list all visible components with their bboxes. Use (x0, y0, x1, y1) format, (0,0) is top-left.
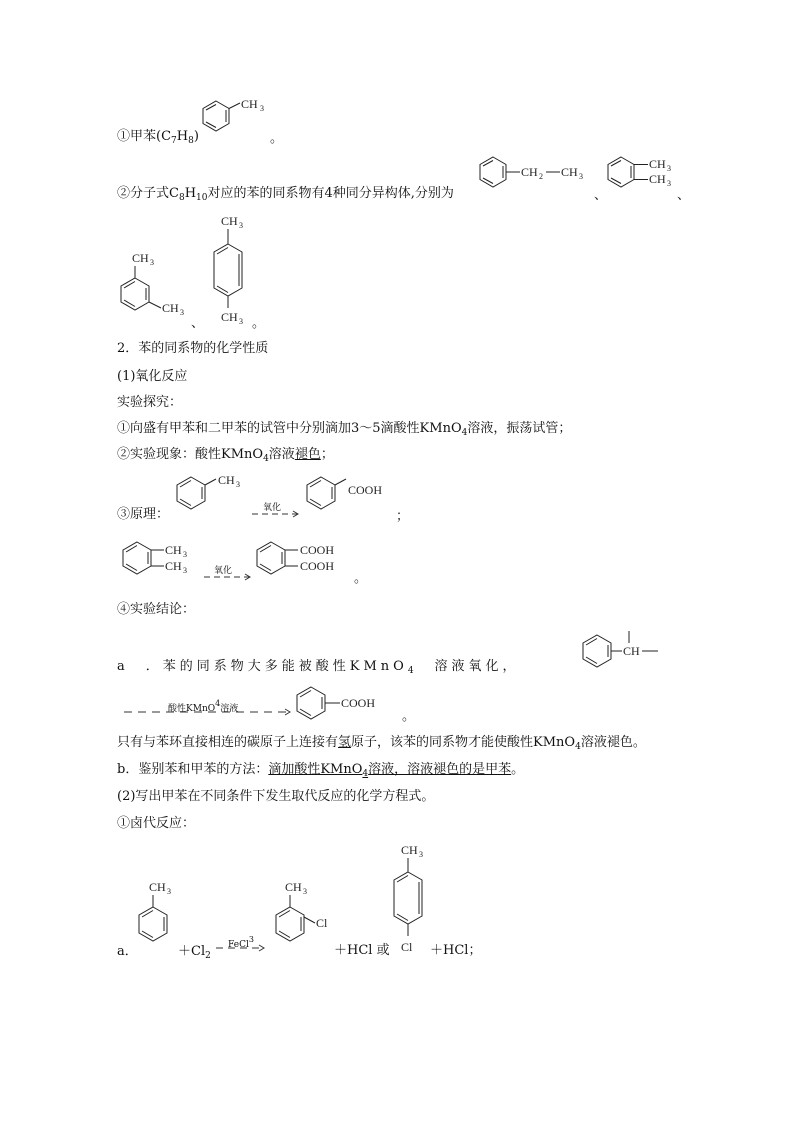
svg-text:3: 3 (150, 258, 154, 267)
svg-text:CH: CH (165, 559, 182, 573)
svg-text:3: 3 (236, 480, 240, 489)
oxidation-label: 氧化 (263, 503, 282, 513)
experiment-label: 实验探究： (117, 395, 183, 410)
toluene-structure-1 (196, 98, 276, 148)
separator: 、 (191, 316, 205, 331)
svg-text:2: 2 (539, 172, 543, 181)
o-xylene-structure-2 (118, 537, 208, 582)
conclusion-b: b．鉴别苯和甲苯的方法：滴加酸性KMnO$_4$溶液，溶液褪色的是甲苯。 (117, 762, 525, 779)
toluene-structure-2 (172, 472, 262, 517)
svg-text:CH: CH (521, 165, 538, 179)
svg-text:CH: CH (401, 843, 418, 857)
svg-text:Cl: Cl (401, 940, 413, 954)
svg-text:3: 3 (260, 104, 264, 113)
subheading-oxidation: (1)氧化反应 (117, 369, 188, 384)
svg-text:3: 3 (667, 164, 671, 173)
svg-text:3: 3 (183, 550, 187, 559)
svg-text:CH: CH (221, 214, 238, 228)
p-xylene-structure (204, 210, 284, 330)
svg-text:3: 3 (183, 566, 187, 575)
svg-text:3: 3 (419, 850, 423, 859)
o-xylene-structure (604, 152, 684, 197)
svg-text:CH: CH (165, 543, 182, 557)
svg-text:3: 3 (667, 179, 671, 188)
oxidation-label: 氧化 (214, 566, 233, 576)
svg-text:CH: CH (285, 880, 302, 894)
ethylbenzene-structure (476, 152, 596, 197)
subheading-substitution: (2)写出甲苯在不同条件下发生取代反应的化学方程式。 (117, 789, 435, 804)
svg-text:3: 3 (303, 887, 307, 896)
separator: 、 (594, 188, 608, 203)
svg-text:CH: CH (649, 172, 666, 186)
svg-text:CH: CH (649, 157, 666, 171)
plus-hcl: ＋HCl； (430, 943, 482, 958)
item-isomers: ②分子式$C_8H_{10}$对应的苯的同系物有4种同分异构体,分别为 (117, 186, 454, 203)
reagent-label: 酸性KMnO4溶液 (168, 699, 239, 714)
item-toluene: ①甲苯$(C_7H_8)$ (117, 129, 199, 146)
svg-text:CH: CH (623, 644, 640, 658)
separator: 、 (677, 188, 691, 203)
svg-text:3: 3 (239, 221, 243, 230)
section-heading: 2．苯的同系物的化学性质 (117, 341, 269, 356)
svg-text:3: 3 (167, 887, 171, 896)
svg-text:3: 3 (579, 172, 583, 181)
svg-text:COOH: COOH (341, 696, 376, 710)
period: 。 (252, 316, 266, 331)
svg-text:CH: CH (561, 165, 578, 179)
period: 。 (402, 709, 416, 724)
step-1: ①向盛有甲苯和二甲苯的试管中分别滴加3～5滴酸性KMnO$_4$溶液，振荡试管； (117, 421, 572, 438)
svg-text:COOH: COOH (348, 483, 383, 497)
step-3: ③原理： (117, 507, 170, 522)
svg-text:CH: CH (241, 97, 258, 111)
equation-a-label: a． (117, 944, 138, 959)
svg-text:3: 3 (239, 317, 243, 326)
svg-text:CH: CH (162, 301, 179, 315)
catalyst-label: FeCl3 (228, 935, 254, 950)
svg-text:Cl: Cl (316, 916, 328, 930)
period: 。 (270, 131, 284, 146)
plus-chlorine: $+Cl_2$ (178, 944, 211, 961)
step-2: ②实验现象：酸性KMnO$_4$溶液褪色； (117, 447, 334, 464)
benzoic-acid-structure-2 (292, 684, 412, 724)
svg-text:COOH: COOH (300, 543, 335, 557)
svg-text:CH: CH (218, 473, 235, 487)
svg-text:CH: CH (149, 880, 166, 894)
period: 。 (354, 571, 368, 586)
halogenation-label: ①卤代反应： (117, 816, 196, 831)
svg-text:CH: CH (132, 251, 149, 265)
conclusion-a: a ．苯的同系物大多能被酸性KMnO$_4$ 溶液氧化， (117, 659, 520, 676)
svg-text:CH: CH (221, 310, 238, 324)
svg-text:3: 3 (180, 308, 184, 317)
svg-text:COOH: COOH (300, 559, 335, 573)
conclusion-text: 只有与苯环直接相连的碳原子上连接有氢原子，该苯的同系物才能使酸性KMnO$_4$溶液褪色。 (117, 735, 646, 752)
alkylbenzene-structure (578, 628, 688, 678)
semicolon: ； (396, 509, 410, 524)
plus-hcl-or: ＋HCl 或 (334, 943, 390, 958)
step-4: ④实验结论： (117, 602, 196, 617)
